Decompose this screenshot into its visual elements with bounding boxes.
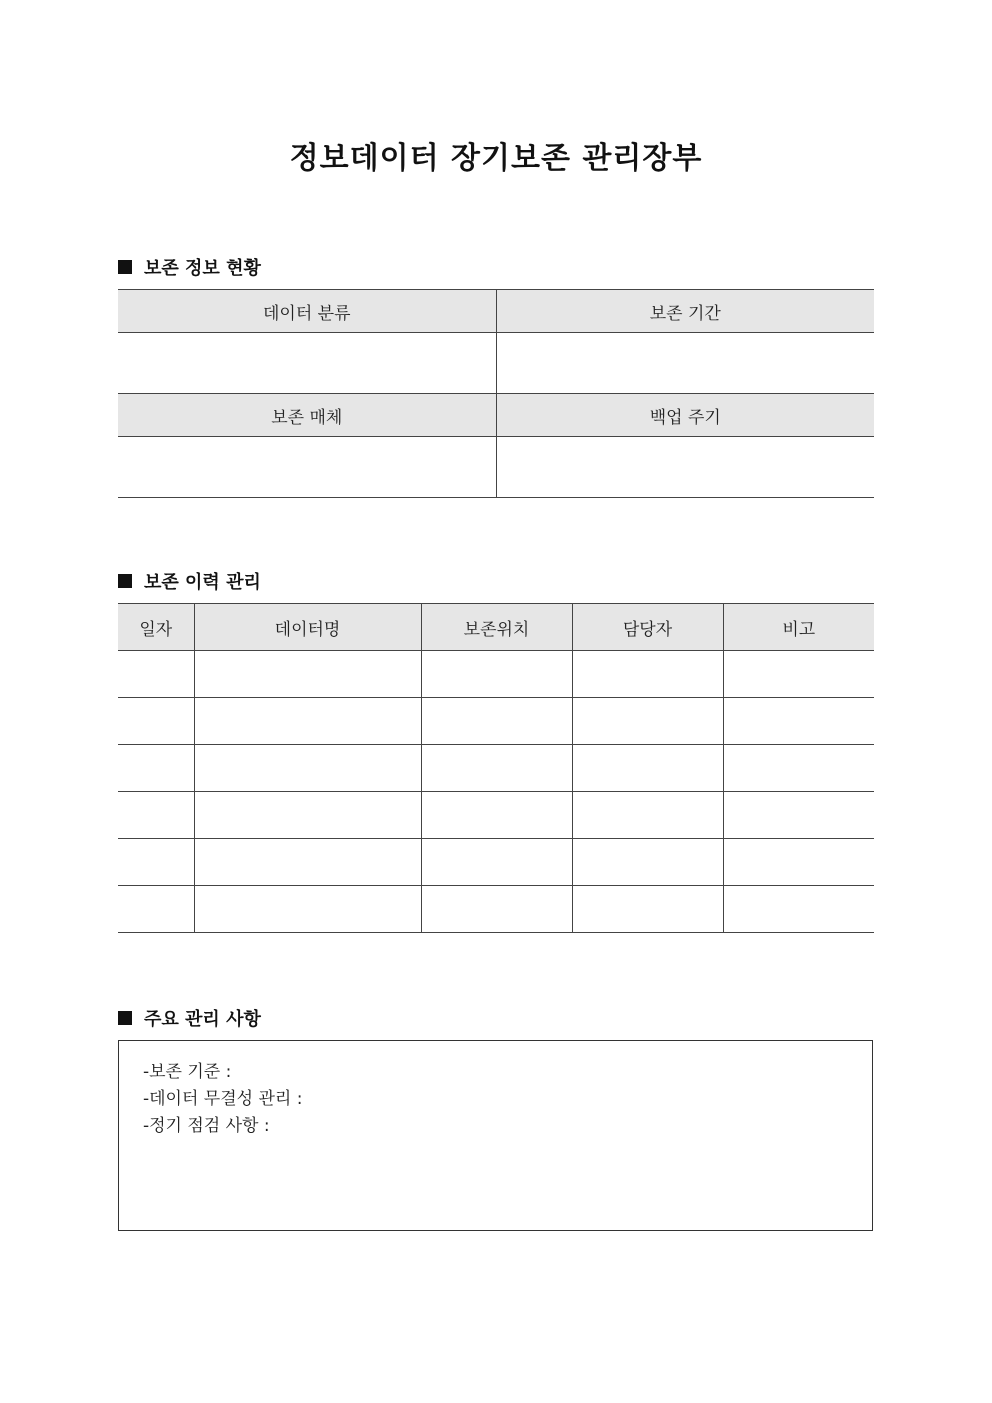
- cell-data-category[interactable]: [118, 333, 496, 394]
- document-title: 정보데이터 장기보존 관리장부: [289, 141, 703, 176]
- cell-person-in-charge[interactable]: [572, 839, 723, 886]
- cell-remarks[interactable]: [723, 651, 874, 698]
- cell-backup-cycle[interactable]: [496, 437, 874, 498]
- table-row: [118, 651, 874, 698]
- header-retention-period: 보존 기간: [496, 290, 874, 333]
- section-heading-history-text: 보존 이력 관리: [144, 572, 261, 593]
- table-row: [118, 839, 874, 886]
- notes-box[interactable]: [118, 1040, 873, 1231]
- header-data-category: 데이터 분류: [118, 290, 496, 333]
- section-heading-history: [118, 568, 261, 594]
- note-retention-criteria: -보존 기준 :: [143, 1062, 232, 1082]
- square-bullet-icon: [118, 1011, 132, 1025]
- cell-data-name[interactable]: [194, 651, 421, 698]
- section-heading-info-text: 보존 정보 현황: [144, 258, 261, 279]
- cell-date[interactable]: [118, 651, 194, 698]
- retention-history-table: [118, 603, 874, 933]
- square-bullet-icon: [118, 574, 132, 588]
- cell-data-name[interactable]: [194, 792, 421, 839]
- cell-data-name[interactable]: [194, 886, 421, 933]
- cell-date[interactable]: [118, 698, 194, 745]
- cell-person-in-charge[interactable]: [572, 651, 723, 698]
- header-data-name: 데이터명: [194, 604, 421, 651]
- header-storage-location: 보존위치: [421, 604, 572, 651]
- cell-data-name[interactable]: [194, 839, 421, 886]
- cell-person-in-charge[interactable]: [572, 792, 723, 839]
- table-row: [118, 698, 874, 745]
- cell-person-in-charge[interactable]: [572, 886, 723, 933]
- header-backup-cycle: 백업 주기: [496, 394, 874, 437]
- retention-info-table: [118, 289, 874, 498]
- table-row: [118, 745, 874, 792]
- cell-data-name[interactable]: [194, 745, 421, 792]
- cell-remarks[interactable]: [723, 698, 874, 745]
- header-remarks: 비고: [723, 604, 874, 651]
- section-heading-notes-text: 주요 관리 사항: [144, 1009, 261, 1030]
- header-person-in-charge: 담당자: [572, 604, 723, 651]
- cell-date[interactable]: [118, 839, 194, 886]
- table-row: [118, 792, 874, 839]
- header-date: 일자: [118, 604, 194, 651]
- cell-storage-location[interactable]: [421, 839, 572, 886]
- header-storage-media: 보존 매체: [118, 394, 496, 437]
- note-integrity-management: -데이터 무결성 관리 :: [143, 1089, 303, 1109]
- section-heading-notes: [118, 1005, 261, 1031]
- cell-date[interactable]: [118, 792, 194, 839]
- cell-person-in-charge[interactable]: [572, 698, 723, 745]
- cell-remarks[interactable]: [723, 745, 874, 792]
- cell-data-name[interactable]: [194, 698, 421, 745]
- cell-storage-location[interactable]: [421, 792, 572, 839]
- cell-storage-location[interactable]: [421, 745, 572, 792]
- cell-date[interactable]: [118, 886, 194, 933]
- cell-storage-location[interactable]: [421, 886, 572, 933]
- section-heading-info: [118, 254, 261, 280]
- cell-storage-location[interactable]: [421, 651, 572, 698]
- cell-retention-period[interactable]: [496, 333, 874, 394]
- table-row: [118, 886, 874, 933]
- cell-remarks[interactable]: [723, 839, 874, 886]
- cell-date[interactable]: [118, 745, 194, 792]
- cell-storage-location[interactable]: [421, 698, 572, 745]
- cell-storage-media[interactable]: [118, 437, 496, 498]
- cell-remarks[interactable]: [723, 792, 874, 839]
- cell-remarks[interactable]: [723, 886, 874, 933]
- square-bullet-icon: [118, 260, 132, 274]
- note-regular-inspection: -정기 점검 사항 :: [143, 1116, 270, 1136]
- cell-person-in-charge[interactable]: [572, 745, 723, 792]
